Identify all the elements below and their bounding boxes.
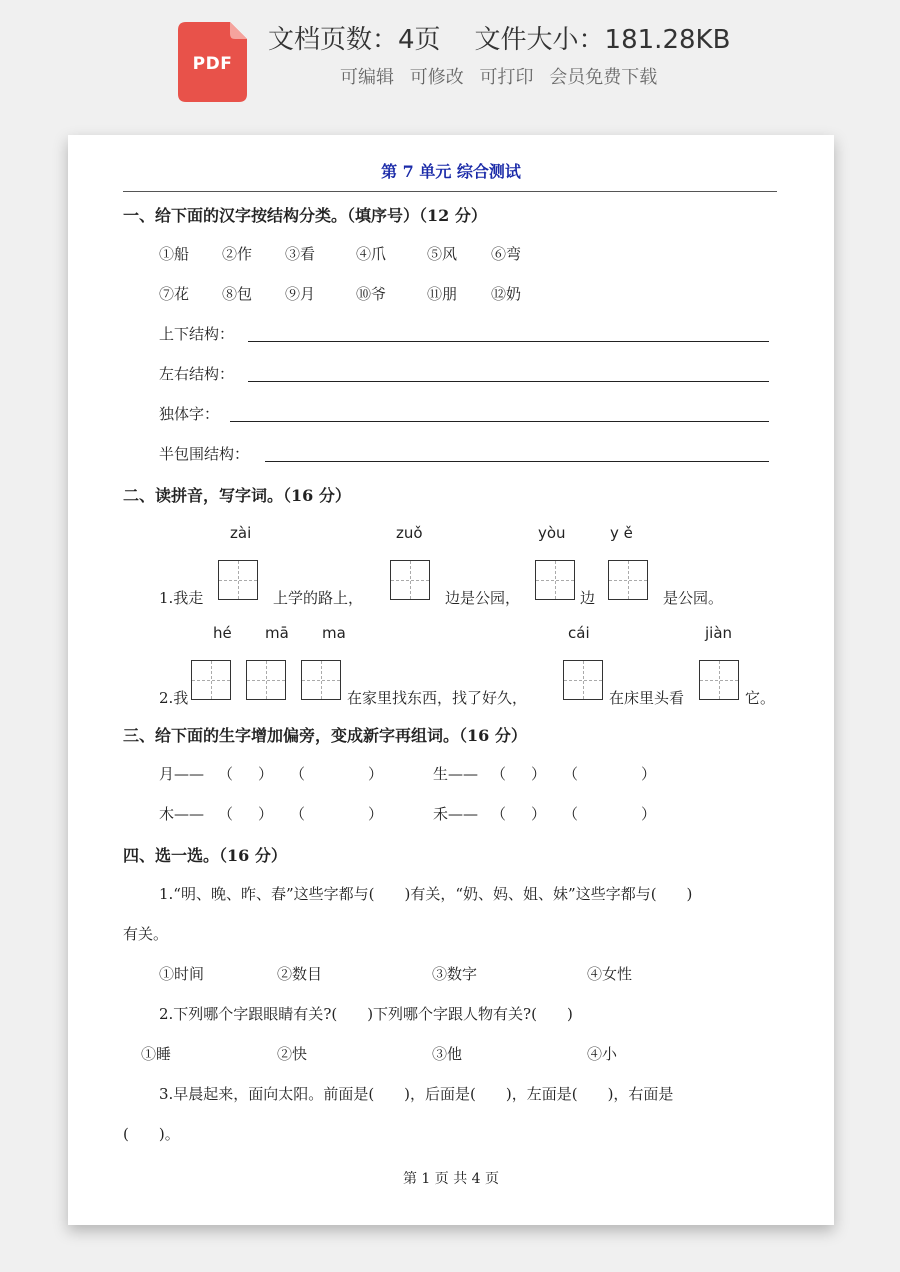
char-option: ⑪朋	[427, 285, 458, 303]
paren: （	[563, 805, 579, 823]
radical-item: 生——	[433, 765, 479, 783]
pinyin: ma	[322, 624, 346, 642]
writing-box[interactable]	[699, 660, 739, 700]
file-info	[268, 20, 730, 60]
char-option: ③看	[285, 245, 316, 263]
pinyin: zài	[230, 524, 252, 542]
pinyin: mā	[265, 624, 289, 642]
char-option: ④爪	[356, 245, 387, 263]
answer-blank[interactable]	[248, 381, 769, 382]
answer-option: ④女性	[587, 965, 633, 983]
paren: （	[290, 805, 306, 823]
paren: ）	[258, 805, 274, 823]
feature-editable: 可编辑	[340, 67, 394, 88]
pinyin: hé	[213, 624, 232, 642]
paren: （	[491, 765, 507, 783]
pdf-badge-label: PDF	[192, 54, 233, 74]
feature-printable: 可打印	[479, 67, 534, 88]
paren: ）	[531, 765, 547, 783]
paren: （	[218, 765, 234, 783]
pinyin: zuǒ	[396, 524, 423, 542]
sentence-part: 上学的路上，	[273, 589, 364, 607]
paren: （	[563, 765, 579, 783]
section-3-heading: 三、给下面的生字增加偏旁，变成新字再组词。（16 分）	[123, 726, 527, 745]
radical-item: 木——	[159, 805, 205, 823]
structure-label: 半包围结构：	[159, 445, 250, 463]
feature-modifiable: 可修改	[409, 67, 464, 88]
feature-list	[340, 66, 667, 90]
char-option: ①船	[159, 245, 190, 263]
paren: （	[290, 765, 306, 783]
writing-box[interactable]	[608, 560, 648, 600]
sentence-part: 2.我	[159, 689, 189, 707]
file-size: 文件大小：181.28KB	[474, 25, 731, 55]
sentence-part: 在床里头看	[609, 689, 685, 707]
char-option: ⑧包	[222, 285, 253, 303]
pdf-file-icon	[178, 22, 247, 102]
paren: ）	[531, 805, 547, 823]
answer-option: ②数目	[277, 965, 323, 983]
char-option: ⑨月	[285, 285, 316, 303]
paren: ）	[641, 805, 657, 823]
paren: ）	[368, 765, 384, 783]
paren: ）	[368, 805, 384, 823]
document-page	[68, 135, 834, 1225]
radical-item: 禾——	[433, 805, 479, 823]
question-text: 有关。	[123, 925, 169, 943]
question-text: 3.早晨起来，面向太阳。前面是( )，后面是( )，左面是( )，右面是	[159, 1085, 674, 1103]
writing-box[interactable]	[218, 560, 258, 600]
question-text: 2.下列哪个字跟眼睛有关?( )下列哪个字跟人物有关?( )	[159, 1005, 573, 1023]
answer-blank[interactable]	[265, 461, 769, 462]
answer-option: ①时间	[159, 965, 205, 983]
sentence-part: 是公园。	[663, 589, 724, 607]
sentence-part: 1.我走	[159, 589, 204, 607]
question-text: 1.“明、晚、昨、春”这些字都与( )有关，“奶、妈、姐、妹”这些字都与( )	[159, 885, 693, 903]
char-option: ⑦花	[159, 285, 190, 303]
section-4-heading: 四、选一选。（16 分）	[123, 846, 287, 865]
char-option: ⑤风	[427, 245, 458, 263]
structure-label: 上下结构：	[159, 325, 235, 343]
char-option: ②作	[222, 245, 253, 263]
sentence-part: 在家里找东西，找了好久，	[347, 689, 528, 707]
sentence-part: 它。	[745, 689, 776, 707]
writing-box[interactable]	[246, 660, 286, 700]
answer-option: ③他	[432, 1045, 463, 1063]
section-2-heading: 二、读拼音，写字词。（16 分）	[123, 486, 351, 505]
feature-free-download: 会员免费下载	[549, 67, 658, 88]
sentence-part: 边	[580, 589, 596, 607]
paren: ）	[641, 765, 657, 783]
answer-blank[interactable]	[230, 421, 769, 422]
page-count: 文档页数：4页	[268, 25, 441, 55]
title-divider	[123, 191, 777, 192]
pinyin: yòu	[538, 524, 566, 542]
paren: ）	[258, 765, 274, 783]
char-option: ⑩爷	[356, 285, 387, 303]
char-option: ⑥弯	[491, 245, 522, 263]
writing-box[interactable]	[390, 560, 430, 600]
radical-item: 月——	[159, 765, 205, 783]
answer-option: ①睡	[141, 1045, 172, 1063]
pinyin: y ě	[610, 524, 633, 542]
writing-box[interactable]	[301, 660, 341, 700]
paren: （	[218, 805, 234, 823]
writing-box[interactable]	[563, 660, 603, 700]
page-footer: 第 1 页 共 4 页	[402, 1171, 500, 1187]
pinyin: cái	[568, 624, 590, 642]
paren: （	[491, 805, 507, 823]
writing-box[interactable]	[535, 560, 575, 600]
writing-box[interactable]	[191, 660, 231, 700]
document-title: 第 7 单元 综合测试	[381, 162, 521, 181]
pinyin: jiàn	[705, 624, 733, 642]
answer-option: ③数字	[432, 965, 478, 983]
section-1-heading: 一、给下面的汉字按结构分类。（填序号）（12 分）	[123, 206, 487, 225]
answer-blank[interactable]	[248, 341, 769, 342]
sentence-part: 边是公园，	[445, 589, 521, 607]
char-option: ⑫奶	[491, 285, 522, 303]
structure-label: 独体字：	[159, 405, 220, 423]
answer-option: ④小	[587, 1045, 618, 1063]
structure-label: 左右结构：	[159, 365, 235, 383]
question-text: ( )。	[123, 1125, 180, 1143]
answer-option: ②快	[277, 1045, 308, 1063]
